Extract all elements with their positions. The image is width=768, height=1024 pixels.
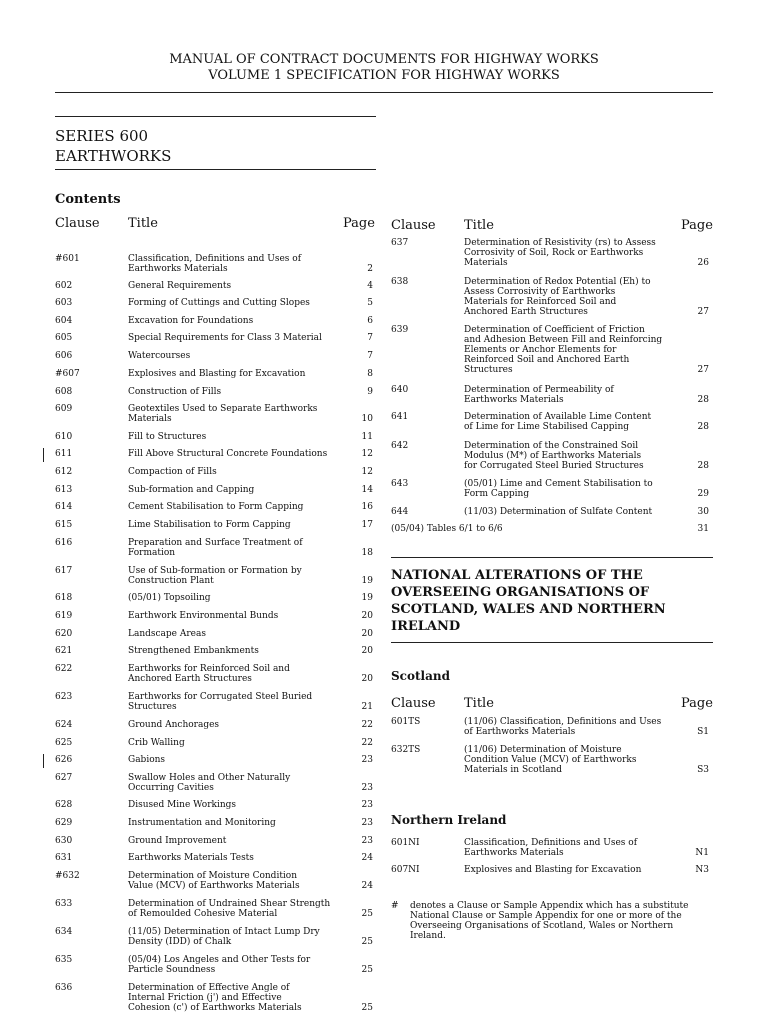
page-number: 12	[361, 467, 373, 477]
clause-title: (11/03) Determination of Sulfate Content	[464, 507, 653, 517]
page-number: 28	[697, 461, 709, 471]
clause-number: (05/04) Tables 6/1 to 6/6	[391, 524, 503, 534]
clause-title: Gabions	[128, 755, 166, 765]
page-number: 22	[361, 738, 373, 748]
page-number: S1	[697, 727, 709, 737]
clause-number: 609	[55, 404, 73, 414]
page-number: S3	[697, 765, 709, 775]
clause-title: Special Requirements for Class 3 Material	[128, 333, 322, 343]
clause-number: 601NI	[391, 838, 420, 848]
page-number: 5	[367, 298, 373, 308]
series-top-rule	[55, 116, 376, 117]
page-number: 25	[361, 937, 373, 947]
national-bottom-rule	[391, 642, 713, 643]
page-number: 22	[361, 720, 373, 730]
clause-number: 625	[55, 738, 73, 748]
clause-title: Forming of Cuttings and Cutting Slopes	[128, 298, 310, 308]
page-number: 7	[367, 351, 373, 361]
page-number: 30	[697, 507, 709, 517]
clause-title: Preparation and Surface Treatment of Formation	[128, 538, 303, 558]
left-clause-header: Clause	[55, 216, 100, 231]
national-top-rule	[391, 557, 713, 558]
clause-number: 644	[391, 507, 409, 517]
page-number: 7	[367, 333, 373, 343]
clause-number: 635	[55, 955, 73, 965]
clause-title: Determination of Coefficient of Friction and Adhesion Between Fill and Reinforcing Elements or Anchor Elements for Reinforced Soil and Anchored Earth Structures	[464, 325, 663, 375]
clause-number: 601TS	[391, 717, 421, 727]
document-header-line-2: VOLUME 1 SPECIFICATION FOR HIGHWAY WORKS	[208, 68, 560, 83]
clause-title: Watercourses	[128, 351, 191, 361]
page-number: 20	[361, 629, 373, 639]
document-header-line-1: MANUAL OF CONTRACT DOCUMENTS FOR HIGHWAY WORKS	[169, 52, 599, 67]
page-number: N3	[695, 865, 709, 875]
clause-number: 643	[391, 479, 409, 489]
clause-number: 628	[55, 800, 73, 810]
clause-number: 622	[55, 664, 73, 674]
clause-title: Determination of Redox Potential (Eh) to Assess Corrosivity of Earthworks Materials for Reinforced Soil and Anchored Earth Structures	[464, 277, 651, 317]
clause-number: 630	[55, 836, 73, 846]
clause-number: 621	[55, 646, 73, 656]
page-number: 9	[367, 387, 373, 397]
page-number: 27	[697, 365, 709, 375]
page-number: 25	[361, 909, 373, 919]
page-number: N1	[695, 848, 709, 858]
right-clause-header: Clause	[391, 218, 436, 233]
scotland-heading: Scotland	[391, 669, 450, 683]
scotland-page-header: Page	[681, 696, 713, 711]
clause-title: Compaction of Fills	[128, 467, 217, 477]
clause-number: 642	[391, 441, 409, 451]
clause-number: 624	[55, 720, 73, 730]
clause-number: 615	[55, 520, 73, 530]
page-number: 19	[361, 593, 373, 603]
change-bar	[43, 754, 44, 768]
clause-title: Explosives and Blasting for Excavation	[128, 369, 306, 379]
clause-title: Classification, Definitions and Uses of Earthworks Materials	[128, 254, 302, 274]
page-number: 20	[361, 674, 373, 684]
page-number: 25	[361, 965, 373, 975]
clause-number: #607	[55, 369, 80, 379]
clause-number: #632	[55, 871, 80, 881]
clause-number: 631	[55, 853, 73, 863]
national-alterations-heading: NATIONAL ALTERATIONS OF THE OVERSEEING ORGANISATIONS OF SCOTLAND, WALES AND NORTHERN IRELAND	[391, 568, 666, 634]
clause-title: Determination of Available Lime Content of Lime for Lime Stabilised Capping	[464, 412, 652, 432]
page-number: 29	[697, 489, 709, 499]
right-page-header: Page	[681, 218, 713, 233]
clause-number: 627	[55, 773, 73, 783]
clause-title: Ground Improvement	[128, 836, 227, 846]
page-number: 11	[361, 432, 373, 442]
page-number: 12	[361, 449, 373, 459]
scotland-title-header: Title	[464, 696, 494, 711]
clause-number: #601	[55, 254, 80, 264]
series-number: SERIES 600	[55, 127, 149, 145]
clause-title: (05/01) Lime and Cement Stabilisation to Form Capping	[464, 479, 653, 499]
page-number: 27	[697, 307, 709, 317]
page-number: 19	[361, 576, 373, 586]
clause-number: 626	[55, 755, 73, 765]
page-number: 25	[361, 1003, 373, 1013]
clause-title: General Requirements	[128, 281, 232, 291]
clause-number: 618	[55, 593, 73, 603]
clause-title: Use of Sub-formation or Formation by Construction Plant	[128, 566, 302, 586]
clause-title: Landscape Areas	[128, 629, 206, 639]
series-subject: EARTHWORKS	[55, 147, 172, 165]
page-number: 10	[361, 414, 373, 424]
clause-title: Lime Stabilisation to Form Capping	[128, 520, 291, 530]
clause-title: Sub-formation and Capping	[128, 485, 255, 495]
clause-number: 604	[55, 316, 73, 326]
clause-number: 619	[55, 611, 73, 621]
clause-title: Ground Anchorages	[128, 720, 220, 730]
clause-title: Determination of the Constrained Soil Modulus (M*) of Earthworks Materials for Corrugated Steel Buried Structures	[464, 441, 644, 471]
page-number: 23	[361, 818, 373, 828]
clause-title: Determination of Moisture Condition Value (MCV) of Earthworks Materials	[128, 871, 300, 891]
clause-number: 608	[55, 387, 73, 397]
clause-title: (11/06) Determination of Moisture Condition Value (MCV) of Earthworks Materials in Scotland	[464, 745, 637, 775]
right-title-header: Title	[464, 218, 494, 233]
clause-number: 616	[55, 538, 73, 548]
left-page-header: Page	[343, 216, 375, 231]
clause-title: Cement Stabilisation to Form Capping	[128, 502, 304, 512]
page-number: 23	[361, 755, 373, 765]
page-number: 24	[361, 881, 373, 891]
page-number: 4	[367, 281, 373, 291]
clause-number: 606	[55, 351, 73, 361]
page-number: 23	[361, 783, 373, 793]
clause-title: Strengthened Embankments	[128, 646, 259, 656]
clause-title: Excavation for Foundations	[128, 316, 254, 326]
page-number: 24	[361, 853, 373, 863]
clause-title: Fill to Structures	[128, 432, 207, 442]
contents-heading: Contents	[55, 192, 121, 207]
clause-number: 614	[55, 502, 73, 512]
clause-number: 603	[55, 298, 73, 308]
page-number: 23	[361, 800, 373, 810]
clause-title: Determination of Effective Angle of Internal Friction (j') and Effective Cohesion (c') of Earthworks Materials	[128, 983, 302, 1013]
northern-ireland-heading: Northern Ireland	[391, 813, 507, 827]
page-number: 6	[367, 316, 373, 326]
left-title-header: Title	[128, 216, 158, 231]
clause-title: Explosives and Blasting for Excavation	[464, 865, 642, 875]
clause-number: 605	[55, 333, 73, 343]
page-number: 28	[697, 422, 709, 432]
change-bar	[43, 448, 44, 462]
clause-number: 611	[55, 449, 73, 459]
clause-title: Geotextiles Used to Separate Earthworks Materials	[128, 404, 318, 424]
clause-number: 632TS	[391, 745, 421, 755]
page-number: 14	[361, 485, 373, 495]
clause-title: Earthworks for Reinforced Soil and Anchored Earth Structures	[128, 664, 290, 684]
series-title	[55, 126, 171, 166]
clause-number: 638	[391, 277, 409, 287]
clause-title: (05/01) Topsoiling	[128, 593, 211, 603]
clause-number: 639	[391, 325, 409, 335]
page-number: 28	[697, 395, 709, 405]
clause-number: 617	[55, 566, 73, 576]
clause-number: 633	[55, 899, 73, 909]
footnote-text: denotes a Clause or Sample Appendix which has a substitute National Clause or Sample Appendix for one or more of the Overseeing Organisations of Scotland, Wales or Northern Ireland.	[410, 901, 689, 941]
clause-title: Earthwork Environmental Bunds	[128, 611, 279, 621]
clause-title: Fill Above Structural Concrete Foundations	[128, 449, 328, 459]
clause-number: 641	[391, 412, 409, 422]
clause-title: Instrumentation and Monitoring	[128, 818, 276, 828]
clause-number: 612	[55, 467, 73, 477]
clause-number: 620	[55, 629, 73, 639]
page-number: 31	[697, 524, 709, 534]
scotland-clause-header: Clause	[391, 696, 436, 711]
clause-title: Classification, Definitions and Uses of Earthworks Materials	[464, 838, 638, 858]
clause-title: Earthworks for Corrugated Steel Buried Structures	[128, 692, 313, 712]
page-number: 17	[361, 520, 373, 530]
page-number: 16	[361, 502, 373, 512]
clause-title: Crib Walling	[128, 738, 185, 748]
clause-number: 613	[55, 485, 73, 495]
page-number: 21	[361, 702, 373, 712]
page-number: 20	[361, 611, 373, 621]
footnote-symbol: #	[391, 901, 399, 911]
page-number: 18	[361, 548, 373, 558]
clause-title: Determination of Resistivity (rs) to Assess Corrosivity of Soil, Rock or Earthworks Materials	[464, 238, 656, 268]
page-number: 23	[361, 836, 373, 846]
clause-title: Swallow Holes and Other Naturally Occurring Cavities	[128, 773, 291, 793]
clause-number: 640	[391, 385, 409, 395]
clause-title: Earthworks Materials Tests	[128, 853, 254, 863]
clause-title: Disused Mine Workings	[128, 800, 237, 810]
clause-title: Construction of Fills	[128, 387, 222, 397]
page-number: 20	[361, 646, 373, 656]
clause-number: 629	[55, 818, 73, 828]
clause-title: (11/06) Classification, Definitions and Uses of Earthworks Materials	[464, 717, 662, 737]
clause-number: 623	[55, 692, 73, 702]
clause-number: 637	[391, 238, 409, 248]
clause-title: (05/04) Los Angeles and Other Tests for Particle Soundness	[128, 955, 311, 975]
clause-title: Determination of Undrained Shear Strength of Remoulded Cohesive Material	[128, 899, 331, 919]
clause-title: (11/05) Determination of Intact Lump Dry Density (IDD) of Chalk	[128, 927, 320, 947]
clause-number: 607NI	[391, 865, 420, 875]
page-number: 2	[367, 264, 373, 274]
header-divider	[55, 92, 713, 93]
page-number: 26	[697, 258, 709, 268]
clause-number: 636	[55, 983, 73, 993]
clause-number: 610	[55, 432, 73, 442]
series-bottom-rule	[55, 169, 376, 170]
page-number: 8	[367, 369, 373, 379]
clause-number: 602	[55, 281, 73, 291]
clause-number: 634	[55, 927, 73, 937]
clause-title: Determination of Permeability of Earthworks Materials	[464, 385, 614, 405]
